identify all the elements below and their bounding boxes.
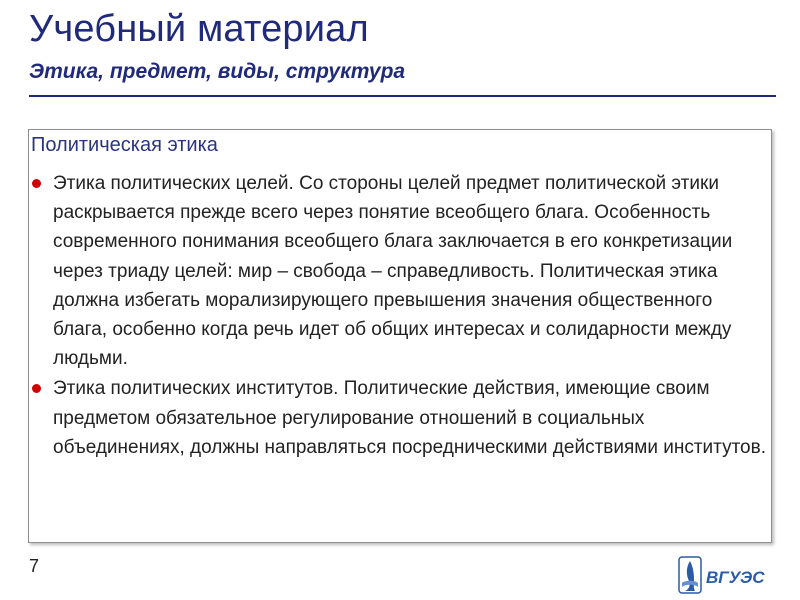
content-box: [28, 129, 772, 543]
bullet-item: [29, 374, 773, 462]
bullet-dot-icon: [32, 179, 41, 188]
page-number: 7: [29, 556, 40, 576]
bullet-text: Этика политических институтов. Политические действия, имеющие своим предметом обязательное регулирование отношений в социальных объединениях, должны направляться посредническими действиями институтов.: [53, 378, 766, 458]
bullet-text: Этика политических целей. Со стороны целей предмет политической этики раскрывается прежде всего через понятие всеобщего блага. Особенность современного понимания всеобщего блага заключается в его конкретизации через триаду целей: мир – свобода – справедливость. Политическая этика должна избегать морализирующего превышения значения общественного блага, особенно когда речь идет об общих интересах и солидарности между людьми.: [53, 173, 733, 370]
bullet-item: [29, 169, 773, 373]
bullet-list: [29, 169, 773, 462]
bullet-dot-icon: [32, 384, 41, 393]
svg-text:ВГУЭС: ВГУЭС: [706, 568, 765, 587]
title-divider: [29, 95, 776, 97]
slide-title: Учебный материал: [29, 8, 369, 50]
slide-subtitle: Этика, предмет, виды, структура: [29, 60, 406, 83]
section-title: Политическая этика: [31, 134, 218, 156]
vgues-logo-icon: [676, 553, 780, 597]
